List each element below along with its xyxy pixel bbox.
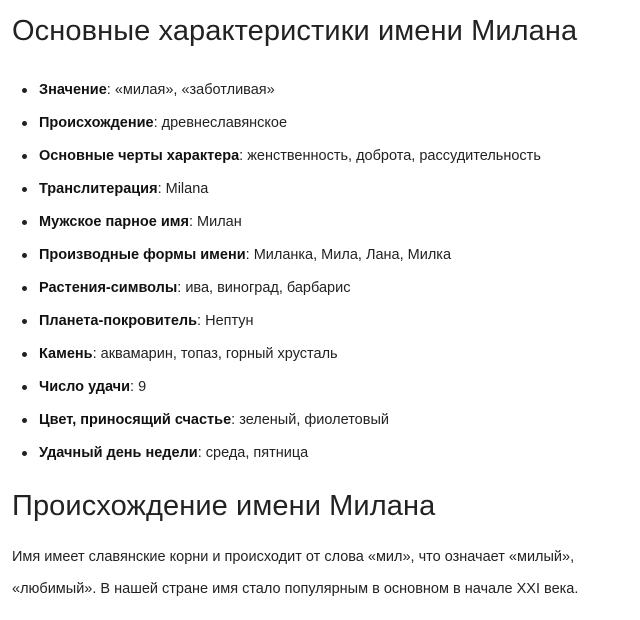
item-key: Происхождение	[39, 115, 154, 131]
item-value: Нептун	[205, 313, 254, 329]
list-item: Планета-покровитель: Нептун	[12, 305, 541, 338]
bullet-icon	[22, 121, 27, 126]
list-item: Цвет, приносящий счастье: зеленый, фиолетовый	[12, 404, 541, 437]
item-key: Растения-символы	[39, 280, 178, 296]
bullet-icon	[22, 187, 27, 192]
item-key: Производные формы имени	[39, 247, 246, 263]
list-item: Число удачи: 9	[12, 371, 541, 404]
characteristics-list	[12, 74, 541, 470]
item-key: Удачный день недели	[39, 445, 198, 461]
item-key: Основные черты характера	[39, 148, 240, 164]
item-value: 9	[138, 379, 147, 395]
item-key: Цвет, приносящий счастье	[39, 412, 232, 428]
list-item: Мужское парное имя: Милан	[12, 206, 541, 239]
bullet-icon	[22, 286, 27, 291]
bullet-icon	[22, 385, 27, 390]
item-value: «милая», «заботливая»	[114, 82, 275, 98]
item-value: Milana	[165, 181, 209, 197]
item-key: Планета-покровитель	[39, 313, 198, 329]
item-value: ива, виноград, барбарис	[185, 280, 351, 296]
item-value: Милан	[197, 214, 242, 230]
bullet-icon	[22, 154, 27, 159]
list-item: Производные формы имени: Миланка, Мила, Лана, Милка	[12, 239, 541, 272]
item-key: Транслитерация	[39, 181, 158, 197]
list-item: Удачный день недели: среда, пятница	[12, 437, 541, 470]
item-value: зеленый, фиолетовый	[239, 412, 389, 428]
bullet-icon	[22, 451, 27, 456]
bullet-icon	[22, 220, 27, 225]
list-item: Происхождение: древнеславянское	[12, 107, 541, 140]
section-heading-characteristics: Основные характеристики имени Милана	[12, 15, 578, 47]
list-item: Транслитерация: Milana	[12, 173, 541, 206]
item-value: женственность, доброта, рассудительность	[247, 148, 541, 164]
item-value: древнеславянское	[161, 115, 288, 131]
list-item: Основные черты характера: женственность, доброта, рассудительность	[12, 140, 541, 173]
bullet-icon	[22, 319, 27, 324]
item-key: Значение	[39, 82, 107, 98]
item-key: Число удачи	[39, 379, 131, 395]
list-item: Растения-символы: ива, виноград, барбарис	[12, 272, 541, 305]
section-heading-origin: Происхождение имени Милана	[12, 490, 436, 522]
item-value: среда, пятница	[205, 445, 309, 461]
bullet-icon	[22, 352, 27, 357]
bullet-icon	[22, 418, 27, 423]
item-value: Миланка, Мила, Лана, Милка	[253, 247, 452, 263]
item-key: Камень	[39, 346, 93, 362]
list-item: Значение: «милая», «заботливая»	[12, 74, 541, 107]
bullet-icon	[22, 88, 27, 93]
list-item: Камень: аквамарин, топаз, горный хрусталь	[12, 338, 541, 371]
bullet-icon	[22, 253, 27, 258]
origin-paragraph: Имя имеет славянские корни и происходит от слова «мил», что означает «милый», «любимый». В нашей стране имя стало популярным в основном в начале XXI века.	[12, 549, 579, 597]
item-value: аквамарин, топаз, горный хрусталь	[100, 346, 338, 362]
item-key: Мужское парное имя	[39, 214, 189, 230]
